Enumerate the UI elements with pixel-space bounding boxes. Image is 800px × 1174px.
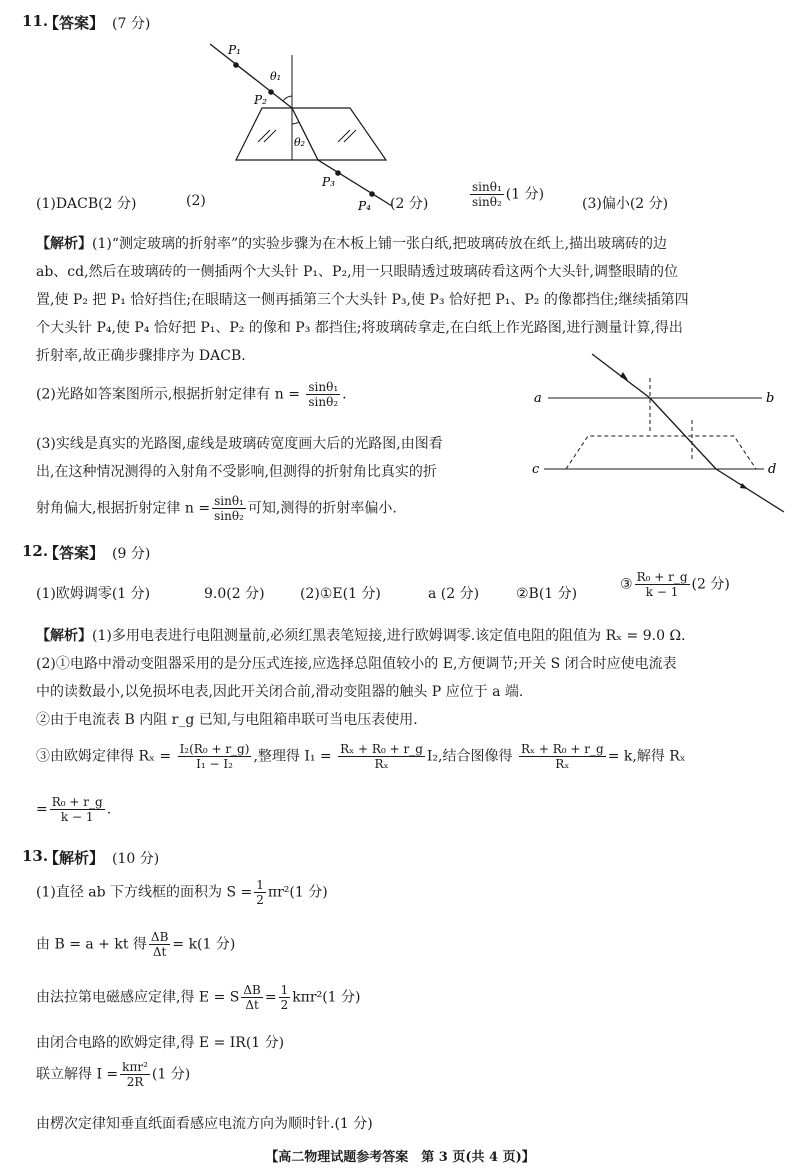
analysis-line: (2)①电路中滑动变阻器采用的是分压式连接,应选择总阻值较小的 E,方便调节;开关 S 闭合时应使电流表 <box>36 656 677 672</box>
frac-numerator: R₀ + r_g <box>636 570 688 584</box>
frac-denominator: sinθ₂ <box>472 195 502 209</box>
text: (1)直径 ab 下方线框的面积为 S = <box>36 884 253 901</box>
frac-numerator: Rₓ + R₀ + r_g <box>340 742 423 756</box>
analysis-line: ③由欧姆定律得 Rₓ = <box>36 748 172 765</box>
text: = <box>264 989 277 1006</box>
text: (1 分) <box>151 1066 191 1083</box>
analysis-line: 个大头针 P₄,使 P₄ 恰好把 P₁、P₂ 的像和 P₃ 都挡住;将玻璃砖拿走,在白纸上作光路图,进行测量计算,得出 <box>36 320 683 336</box>
label-p4: P₄ <box>358 199 371 213</box>
frac-denominator: k − 1 <box>645 585 679 599</box>
q13-line1 <box>36 878 328 907</box>
frac-denominator: sinθ₂ <box>214 509 244 523</box>
analysis-line: = <box>36 801 48 818</box>
frac-numerator: sinθ₁ <box>308 380 339 394</box>
label-d: d <box>768 462 777 477</box>
ans6-prefix: ③ <box>620 576 633 593</box>
q12-ans2: 9.0(2 分) <box>204 586 265 602</box>
frac-denominator: 2 <box>256 893 264 907</box>
frac-denominator: sinθ₂ <box>308 395 339 409</box>
analysis-line: = k,解得 Rₓ <box>607 748 686 765</box>
analysis-line: (3)实线是真实的光路图,虚线是玻璃砖宽度画大后的光路图,由图看 <box>36 436 443 452</box>
frac-denominator: Rₓ <box>555 757 570 771</box>
q12-ans3: (2)①E(1 分) <box>300 586 381 602</box>
frac-numerator: ΔB <box>150 930 169 944</box>
q12-analysis-ohm <box>36 742 686 771</box>
q11-analysis-part2: (2)光路如答案图所示,根据折射定律有 n = $\frac{\text{sinθ₁}}{\text{sinθ₂}}$ . <box>36 380 347 409</box>
frac-numerator: kπr² <box>122 1060 148 1074</box>
analysis-line: (1)多用电表进行电阻测量前,必须红黑表笔短接,进行欧姆调零.该定值电阻的阻值为 Rₓ = 9.0 Ω. <box>92 628 686 644</box>
analysis-line: 可知,测得的折射率偏小. <box>247 500 397 517</box>
frac-numerator: ΔB <box>243 983 261 997</box>
label-p1: P₁ <box>228 43 241 57</box>
text: kπr²(1 分) <box>292 989 361 1006</box>
analysis-line: I₂,结合图像得 <box>426 748 513 765</box>
frac-numerator: I₂(R₀ + r_g) <box>179 742 250 756</box>
q13-heading: 【解析】 <box>44 849 105 867</box>
analysis-line: 中的读数最小,以免损坏电表,因此开关闭合前,滑动变阻器的触头 P 应位于 a 端. <box>36 684 524 700</box>
analysis-line: ,整理得 I₁ = <box>253 748 332 765</box>
q13-line4: 由闭合电路的欧姆定律,得 E = IR(1 分) <box>36 1035 285 1051</box>
q12-score: (9 分) <box>112 546 151 562</box>
q13-score: (10 分) <box>112 851 160 867</box>
text: πr²(1 分) <box>267 884 328 901</box>
analysis-line: . <box>106 801 112 818</box>
analysis-line: ab、cd,然后在玻璃砖的一侧插两个大头针 P₁、P₂,用一只眼睛透过玻璃砖看这两个大头针,调整眼睛的位 <box>36 264 678 280</box>
q12-heading: 【答案】 <box>44 544 105 562</box>
analysis-line: 出,在这种情况测得的入射角不受影响,但测得的折射角比真实的折 <box>36 464 437 480</box>
q11-figure-comparison <box>0 0 800 560</box>
analysis-heading: 【解析】 <box>36 236 92 252</box>
q12-analysis <box>36 622 771 734</box>
label-b: b <box>766 391 775 406</box>
q13-line2 <box>36 930 235 959</box>
analysis-line: (2)光路如答案图所示,根据折射定律有 n = <box>36 386 300 403</box>
q11-heading: 【答案】 <box>44 14 105 32</box>
frac-denominator: 2R <box>126 1075 144 1089</box>
label-p2: P₂ <box>254 93 267 107</box>
frac-denominator: Rₓ <box>374 757 389 771</box>
analysis-line: (1)“测定玻璃的折射率”的实验步骤为在木板上铺一张白纸,把玻璃砖放在纸上,描出玻璃砖的边 <box>92 236 668 252</box>
q12-ans1: (1)欧姆调零(1 分) <box>36 586 151 602</box>
label-p3: P₃ <box>322 175 335 189</box>
label-theta2: θ₂ <box>294 136 306 149</box>
analysis-line: ②由于电流表 B 内阻 r_g 已知,与电阻箱串联可当电压表使用. <box>36 712 418 728</box>
q13-line6: 由楞次定律知垂直纸面看感应电流方向为顺时针.(1 分) <box>36 1116 373 1132</box>
q12-ans6 <box>620 570 730 599</box>
q12-number: 12. <box>22 542 49 560</box>
frac-denominator: I₁ − I₂ <box>196 757 233 771</box>
ans6-score: (2 分) <box>691 576 730 593</box>
q12-analysis-result <box>36 795 111 824</box>
text: = k(1 分) <box>172 936 236 953</box>
q12-ans5: ②B(1 分) <box>516 586 578 602</box>
page-footer: 【高二物理试题参考答案 第 3 页(共 4 页)】 <box>265 1150 535 1165</box>
q11-score: (7 分) <box>112 16 151 32</box>
frac-numerator: 1 <box>280 983 289 997</box>
q11-formula-score: (1 分) <box>505 186 545 203</box>
frac-numerator: 1 <box>256 878 264 892</box>
frac-denominator: Δt <box>245 998 259 1012</box>
real-light-path <box>592 354 784 512</box>
q13-line5 <box>36 1060 190 1089</box>
analysis-line: 折射率,故正确步骤排序为 DACB. <box>36 348 246 364</box>
frac-numerator: sinθ₁ <box>214 494 244 508</box>
widened-glass-outline <box>566 436 756 469</box>
q11-answer-part3: (3)偏小(2 分) <box>582 196 669 212</box>
q11-answer-part2-label: (2) <box>186 193 206 209</box>
frac-denominator: Δt <box>152 945 167 959</box>
analysis-heading: 【解析】 <box>36 628 92 644</box>
label-a: a <box>534 391 542 406</box>
frac-denominator: 2 <box>280 998 289 1012</box>
analysis-line: 射角偏大,根据折射定律 n = <box>36 500 211 517</box>
frac-numerator: sinθ₁ <box>472 180 502 194</box>
q11-answer-part2-score: (2 分) <box>390 196 429 212</box>
text: 联立解得 I = <box>36 1066 119 1083</box>
q11-number: 11. <box>22 12 49 30</box>
arrow-out <box>740 483 748 489</box>
analysis-line: 置,使 P₂ 把 P₁ 恰好挡住;在眼睛这一侧再插第三个大头针 P₃,使 P₃ 恰好把 P₁、P₂ 的像都挡住;继续插第四 <box>36 292 689 308</box>
label-c: c <box>532 462 540 477</box>
frac-numerator: R₀ + r_g <box>51 795 103 809</box>
label-theta1: θ₁ <box>270 70 282 83</box>
q11-answer-part1: (1)DACB(2 分) <box>36 196 137 212</box>
frac-denominator: k − 1 <box>60 810 94 824</box>
text: 由 B = a + kt 得 <box>36 936 147 953</box>
q12-ans4: a (2 分) <box>428 586 480 602</box>
q13-line3 <box>36 983 360 1012</box>
frac-numerator: Rₓ + R₀ + r_g <box>520 742 604 756</box>
text: 由法拉第电磁感应定律,得 E = S <box>36 989 240 1006</box>
q13-number: 13. <box>22 847 49 865</box>
